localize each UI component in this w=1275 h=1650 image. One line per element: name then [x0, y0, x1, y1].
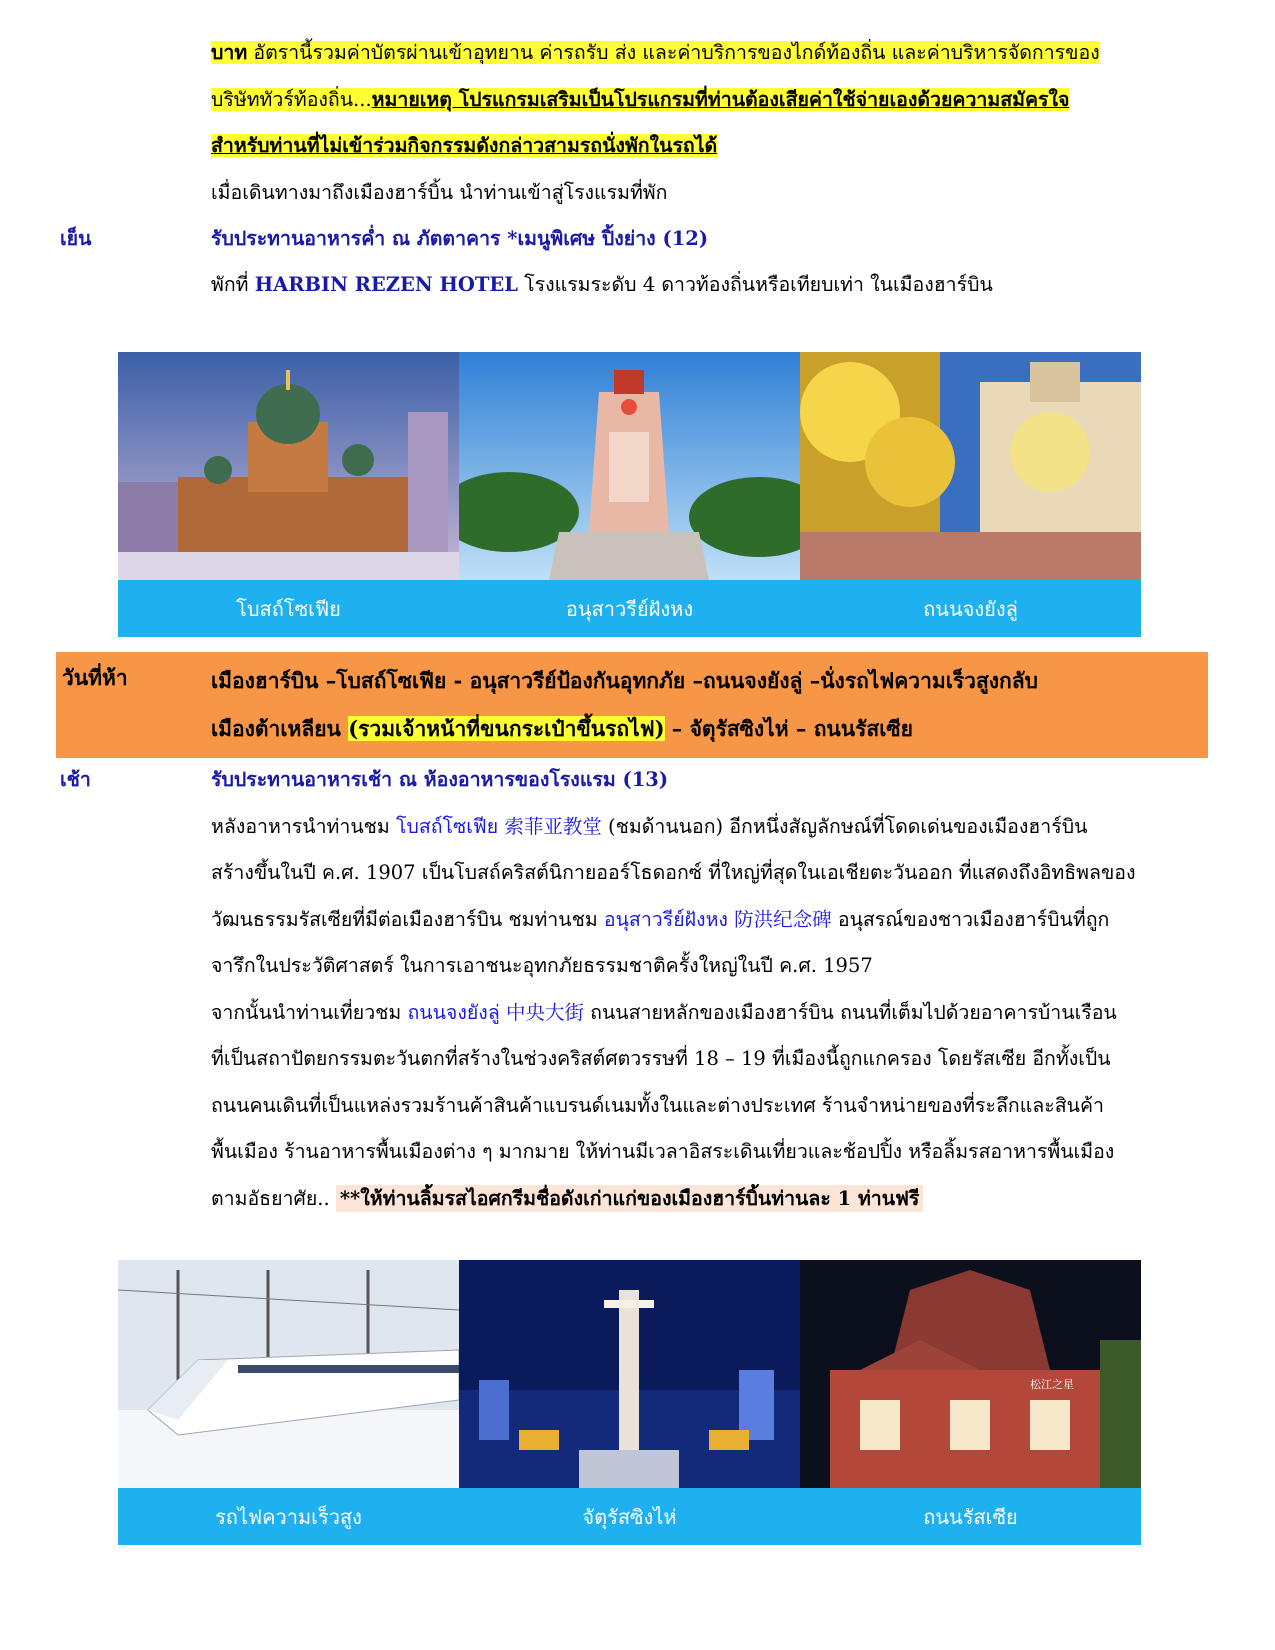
dinner-label: เย็น: [60, 227, 92, 250]
body-line-5: จากนั้นนำท่านเที่ยวชม ถนนจงยังลู่ 中央大街 ถนนสายหลักของเมืองฮาร์บิน ถนนที่เต็มไปด้วยอาคารบ้านเรือน: [211, 1001, 1117, 1024]
day-header: [56, 652, 1208, 758]
hotel-name: HARBIN REZEN HOTEL: [254, 273, 518, 296]
gallery-1-caption-2: อนุสาวรีย์ฝังหง: [459, 580, 800, 637]
day-label: วันที่ห้า: [62, 665, 128, 690]
gallery-1-panel-street: [800, 352, 1141, 637]
gallery-2-caption-1: รถไฟความเร็วสูง: [118, 1488, 459, 1545]
body-line-8: พื้นเมือง ร้านอาหารพื้นเมืองต่าง ๆ มากมาย ให้ท่านมีเวลาอิสระเดินเที่ยวและช้อปปิ้ง หรือลิ้มรสอาหารพื้นเมือง: [211, 1140, 1115, 1163]
intro-line-3: สำหรับท่านที่ไม่เข้าร่วมกิจกรรมดังกล่าวสามรถนั่งพักในรถได้: [211, 134, 718, 157]
day-title-line-2: เมืองต้าเหลียน (รวมเจ้าหน้าที่ขนกระเป๋าขึ้นรถไฟ) – จัตุรัสซิงไห่ – ถนนรัสเซีย: [211, 716, 913, 741]
street-lights-photo-icon: [800, 352, 1141, 580]
gallery-1-panel-church: [118, 352, 459, 637]
hotel-line: พักที่ HARBIN REZEN HOTEL โรงแรมระดับ 4 ดาวท้องถิ่นหรือเทียบเท่า ในเมืองฮาร์บิน: [211, 273, 993, 296]
gallery-2-caption-2: จัตุรัสซิงไห่: [459, 1488, 800, 1545]
body-line-7: ถนนคนเดินที่เป็นแหล่งรวมร้านค้าสินค้าแบรนด์เนมทั้งในและต่างประเทศ ร้านจำหน่ายของที่ระลึกและสินค้า: [211, 1094, 1104, 1117]
body-line-2: สร้างขึ้นในปี ค.ศ. 1907 เป็นโบสถ์คริสต์นิกายออร์โธดอกซ์ ที่ใหญ่ที่สุดในเอเชียตะวันออก ที่แสดงถึงอิทธิพลของ: [211, 861, 1136, 884]
gallery-2-panel-russian-street: [800, 1260, 1141, 1545]
square-column-photo-icon: [459, 1260, 800, 1488]
gallery-2-panel-train: [118, 1260, 459, 1545]
morning-text: รับประทานอาหารเช้า ณ ห้องอาหารของโรงแรม (13): [211, 768, 669, 791]
gallery-2-caption-3: ถนนรัสเซีย: [800, 1488, 1141, 1545]
russian-building-photo-icon: [800, 1260, 1141, 1488]
dinner-text: รับประทานอาหารค่ำ ณ ภัตตาคาร *เมนูพิเศษ ปิ้งย่าง (12): [211, 227, 709, 250]
sign-text: 松江之星: [1030, 1378, 1074, 1391]
church-photo-icon: [118, 352, 459, 580]
body-line-3: วัฒนธรรมรัสเซียที่มีต่อเมืองฮาร์บิน ชมท่านชม อนุสาวรีย์ฝังหง 防洪纪念碑 อนุสรณ์ของชาวเมืองฮาร์บินที่ถูก: [211, 908, 1110, 931]
gallery-1-caption-1: โบสถ์โซเฟีย: [118, 580, 459, 637]
free-icecream-note: **ให้ท่านลิ้มรสไอศกรีมชื่อดังเก่าแก่ของเมืองฮาร์บิ้นท่านละ 1 ท่านฟรี: [336, 1185, 924, 1212]
link-central-street: ถนนจงยังลู่ 中央大街: [407, 1001, 584, 1024]
body-line-1: หลังอาหารนำท่านชม โบสถ์โซเฟีย 索菲亚教堂 (ชมด้านนอก) อีกหนึ่งสัญลักษณ์ที่โดดเด่นของเมืองฮาร์บิน: [211, 815, 1088, 838]
train-photo-icon: [118, 1260, 459, 1488]
body-line-6: ที่เป็นสถาปัตยกรรมตะวันตกที่สร้างในช่วงคริสต์ศตวรรษที่ 18 – 19 ที่เมืองนี้ถูกแกครอง โดยรัสเซีย อีกทั้งเป็น: [211, 1047, 1111, 1070]
day-title-line-1: เมืองฮาร์บิน –โบสถ์โซเฟีย - อนุสาวรีย์ป้องกันอุทกภัย –ถนนจงยังลู่ –นั่งรถไฟความเร็วสูงกลับ: [211, 668, 1038, 693]
link-sophia: โบสถ์โซเฟีย 索菲亚教堂: [395, 815, 602, 838]
gallery-1: [118, 352, 1142, 637]
monument-photo-icon: [459, 352, 800, 580]
intro-line-4: เมื่อเดินทางมาถึงเมืองฮาร์บิ้น นำท่านเข้าสู่โรงแรมที่พัก: [211, 181, 668, 204]
link-monument: อนุสาวรีย์ฝังหง 防洪纪念碑: [603, 908, 832, 931]
intro-line-1: บาท อัตรานี้รวมค่าบัตรผ่านเข้าอุทยาน ค่ารถรับ ส่ง และค่าบริการของไกด์ท้องถิ่น และค่าบริหารจัดการของ: [211, 41, 1100, 64]
gallery-2: [118, 1260, 1142, 1545]
gallery-1-panel-monument: [459, 352, 800, 637]
gallery-1-caption-3: ถนนจงยังลู่: [800, 580, 1141, 637]
body-line-4: จารึกในประวัติศาสตร์ ในการเอาชนะอุทกภัยธรรมชาติครั้งใหญ่ในปี ค.ศ. 1957: [211, 954, 873, 977]
morning-label: เช้า: [60, 768, 91, 791]
porter-note: (รวมเจ้าหน้าที่ขนกระเป๋าขึ้นรถไฟ): [348, 716, 665, 741]
body-line-9: ตามอัธยาศัย.. **ให้ท่านลิ้มรสไอศกรีมชื่อดังเก่าแก่ของเมืองฮาร์บิ้นท่านละ 1 ท่านฟรี: [211, 1184, 923, 1214]
intro-line-2: บริษัททัวร์ท้องถิ่น...หมายเหตุ โปรแกรมเสริมเป็นโปรแกรมที่ท่านต้องเสียค่าใช้จ่ายเองด้วยความสมัครใจ: [211, 88, 1070, 111]
gallery-2-panel-square: [459, 1260, 800, 1545]
